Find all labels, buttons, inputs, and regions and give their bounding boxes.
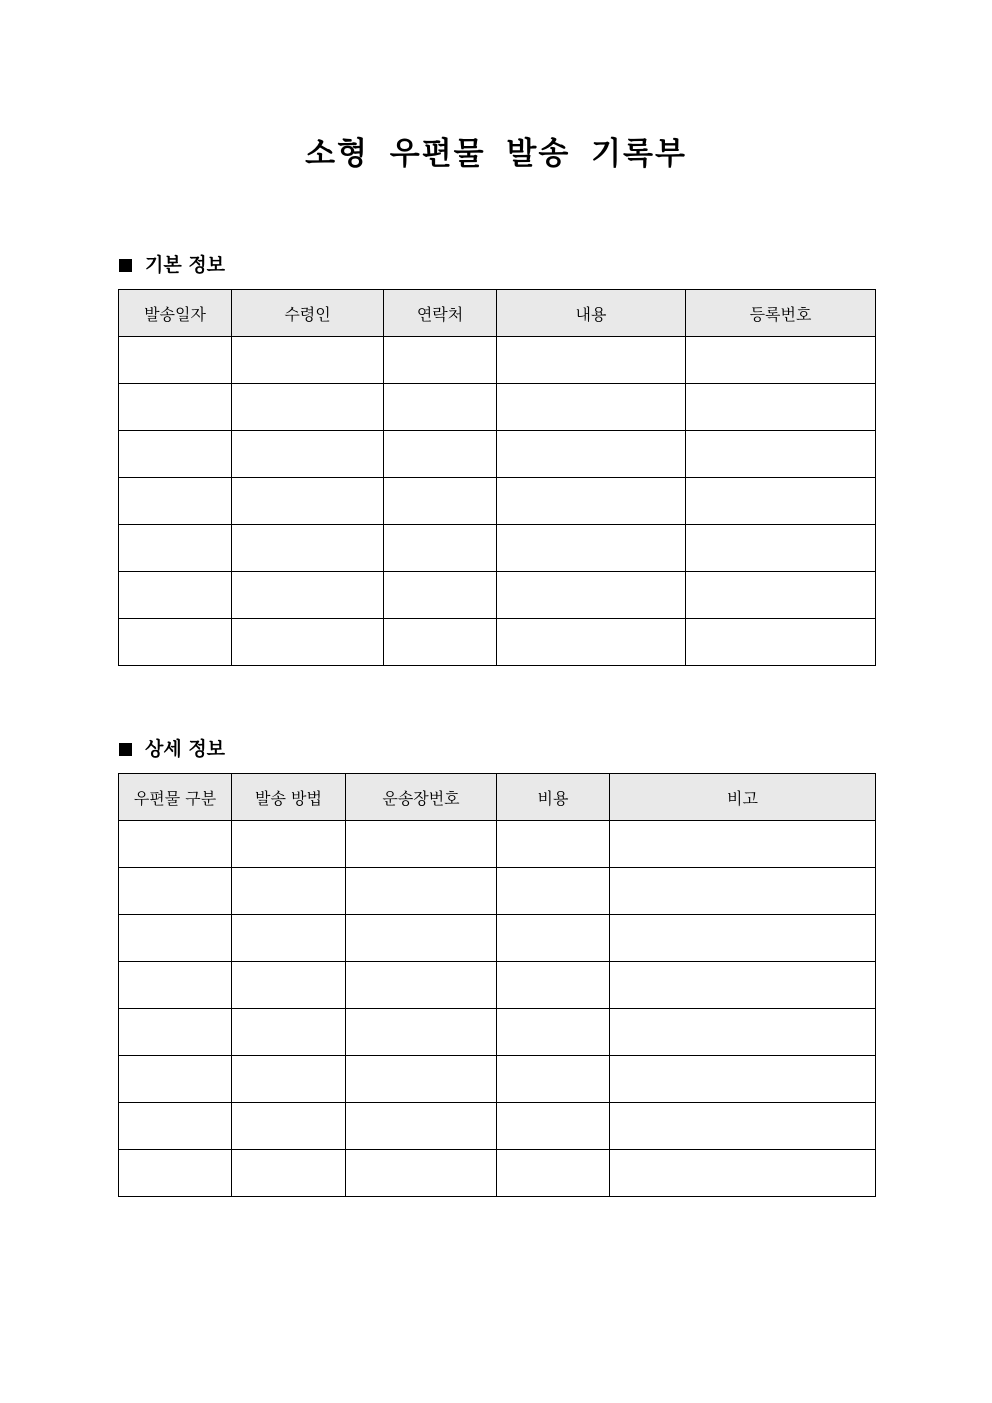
table-cell[interactable] [497, 619, 686, 666]
table-cell[interactable] [686, 478, 876, 525]
table-cell[interactable] [497, 1103, 610, 1150]
table-cell[interactable] [119, 868, 232, 915]
table-header-row [119, 774, 876, 821]
table-cell[interactable] [232, 572, 384, 619]
table-cell[interactable] [497, 525, 686, 572]
table-cell[interactable] [610, 1150, 876, 1197]
table-row [119, 962, 876, 1009]
table-cell[interactable] [384, 478, 497, 525]
column-header: 발송 방법 [232, 774, 346, 821]
column-header: 운송장번호 [346, 774, 497, 821]
document-title: 소형 우편물 발송 기록부 [305, 136, 687, 172]
table-row [119, 821, 876, 868]
table-row [119, 572, 876, 619]
table-cell[interactable] [384, 431, 497, 478]
table-cell[interactable] [610, 868, 876, 915]
table-cell[interactable] [232, 337, 384, 384]
table-cell[interactable] [232, 915, 346, 962]
table-cell[interactable] [346, 1103, 497, 1150]
table-cell[interactable] [497, 1056, 610, 1103]
table-cell[interactable] [686, 572, 876, 619]
table-cell[interactable] [232, 1150, 346, 1197]
table-cell[interactable] [384, 619, 497, 666]
table-cell[interactable] [119, 478, 232, 525]
square-bullet-icon [119, 743, 132, 756]
table-row [119, 1056, 876, 1103]
table-cell[interactable] [119, 525, 232, 572]
table-row [119, 384, 876, 431]
table-row [119, 1150, 876, 1197]
column-header: 비용 [497, 774, 610, 821]
table-cell[interactable] [232, 962, 346, 1009]
table-cell[interactable] [497, 868, 610, 915]
table-cell[interactable] [497, 1009, 610, 1056]
table-cell[interactable] [497, 384, 686, 431]
detail-info-table [118, 773, 876, 1197]
table-cell[interactable] [119, 915, 232, 962]
table-cell[interactable] [497, 431, 686, 478]
section-heading-basic-info [119, 253, 225, 277]
table-cell[interactable] [497, 572, 686, 619]
table-row [119, 431, 876, 478]
table-cell[interactable] [119, 1103, 232, 1150]
table-cell[interactable] [232, 1056, 346, 1103]
column-header: 우편물 구분 [119, 774, 232, 821]
column-header: 발송일자 [119, 290, 232, 337]
basic-info-table [118, 289, 876, 666]
table-cell[interactable] [232, 525, 384, 572]
table-cell[interactable] [232, 821, 346, 868]
table-cell[interactable] [232, 384, 384, 431]
table-cell[interactable] [686, 619, 876, 666]
table-cell[interactable] [119, 619, 232, 666]
table-cell[interactable] [232, 868, 346, 915]
table-row [119, 868, 876, 915]
column-header: 수령인 [232, 290, 384, 337]
table-cell[interactable] [497, 1150, 610, 1197]
table-cell[interactable] [497, 821, 610, 868]
table-cell[interactable] [610, 821, 876, 868]
table-cell[interactable] [384, 337, 497, 384]
table-cell[interactable] [119, 1009, 232, 1056]
table-cell[interactable] [497, 915, 610, 962]
table-cell[interactable] [346, 1150, 497, 1197]
table-cell[interactable] [610, 962, 876, 1009]
table-cell[interactable] [384, 525, 497, 572]
table-cell[interactable] [384, 384, 497, 431]
square-bullet-icon [119, 259, 132, 272]
table-row [119, 337, 876, 384]
table-cell[interactable] [119, 1150, 232, 1197]
table-cell[interactable] [686, 337, 876, 384]
section-heading-label: 상세 정보 [145, 738, 226, 760]
table-row [119, 525, 876, 572]
column-header: 내용 [497, 290, 686, 337]
table-cell[interactable] [610, 915, 876, 962]
table-cell[interactable] [497, 337, 686, 384]
table-cell[interactable] [610, 1009, 876, 1056]
table-cell[interactable] [119, 384, 232, 431]
table-cell[interactable] [119, 431, 232, 478]
section-heading-label: 기본 정보 [145, 254, 226, 276]
table-cell[interactable] [384, 572, 497, 619]
table-row [119, 478, 876, 525]
table-cell[interactable] [119, 572, 232, 619]
table-header-row [119, 290, 876, 337]
table-cell[interactable] [119, 962, 232, 1009]
table-cell[interactable] [610, 1103, 876, 1150]
table-cell[interactable] [346, 1009, 497, 1056]
table-cell[interactable] [346, 1056, 497, 1103]
table-row [119, 915, 876, 962]
column-header: 등록번호 [686, 290, 876, 337]
table-cell[interactable] [686, 525, 876, 572]
table-cell[interactable] [610, 1056, 876, 1103]
table-cell[interactable] [232, 1103, 346, 1150]
section-heading-detail-info [119, 737, 225, 761]
column-header: 연락처 [384, 290, 497, 337]
table-cell[interactable] [119, 821, 232, 868]
table-row [119, 619, 876, 666]
table-cell[interactable] [346, 821, 497, 868]
table-cell[interactable] [232, 431, 384, 478]
column-header: 비고 [610, 774, 876, 821]
table-cell[interactable] [232, 478, 384, 525]
table-cell[interactable] [346, 915, 497, 962]
table-cell[interactable] [346, 962, 497, 1009]
table-cell[interactable] [497, 478, 686, 525]
table-cell[interactable] [686, 384, 876, 431]
table-cell[interactable] [346, 868, 497, 915]
table-row [119, 1103, 876, 1150]
table-cell[interactable] [119, 337, 232, 384]
table-cell[interactable] [232, 1009, 346, 1056]
table-cell[interactable] [232, 619, 384, 666]
table-cell[interactable] [497, 962, 610, 1009]
table-cell[interactable] [686, 431, 876, 478]
table-row [119, 1009, 876, 1056]
table-cell[interactable] [119, 1056, 232, 1103]
detail-info-table-body [119, 821, 876, 1197]
basic-info-table-body [119, 337, 876, 666]
